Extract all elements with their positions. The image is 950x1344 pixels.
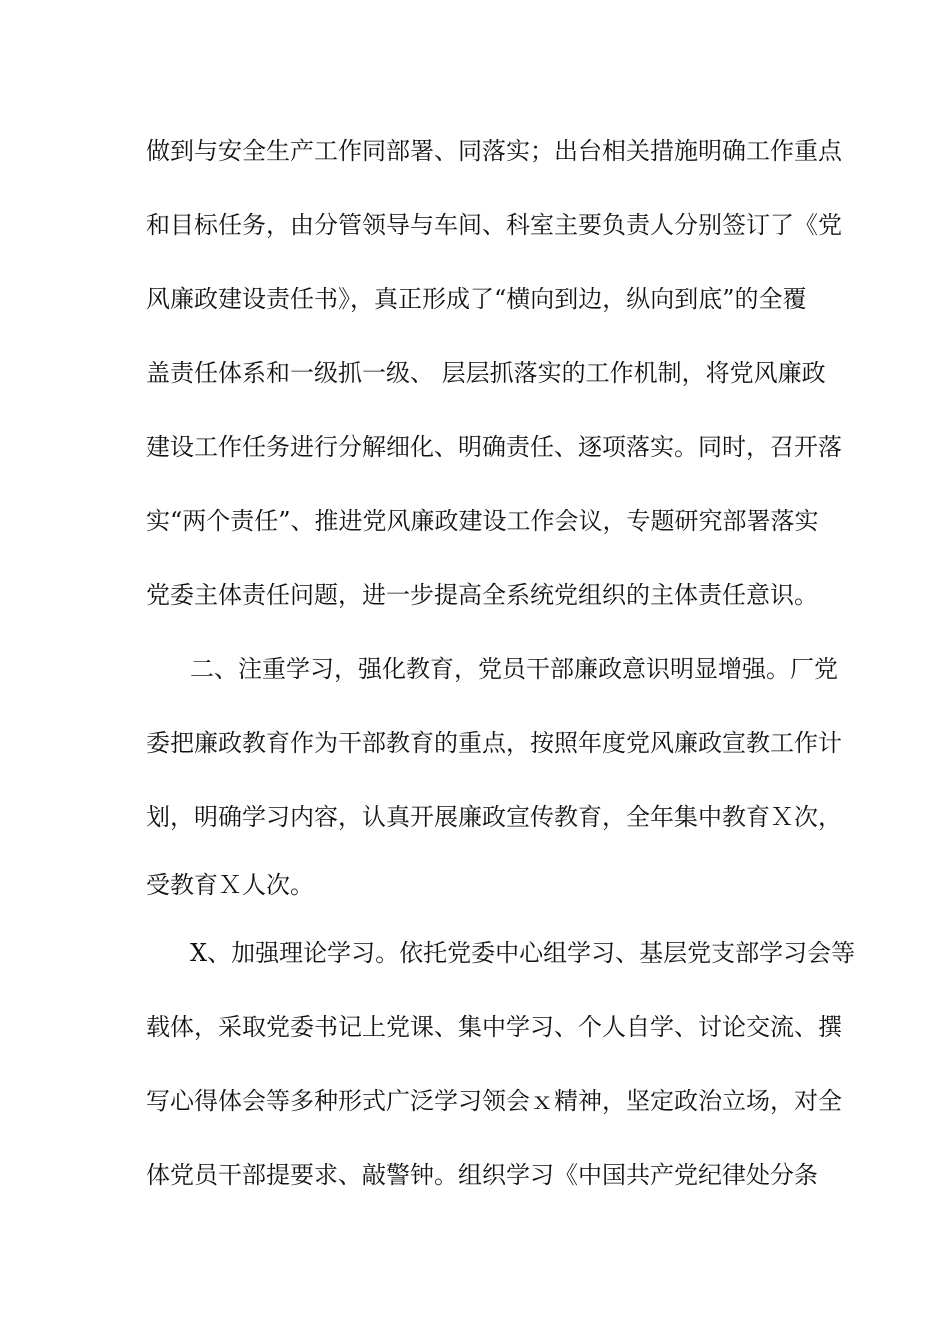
text-line: 载体，采取党委书记上党课、集中学习、个人自学、讨论交流、撰 bbox=[146, 1013, 842, 1041]
text-line: 受教育Ｘ人次。 bbox=[146, 871, 314, 899]
text-line: 写心得体会等多种形式广泛学习领会ｘ精神，坚定政治立场，对全 bbox=[146, 1087, 842, 1115]
paragraph-first-line: X、加强理论学习。依托党委中心组学习、基层党支部学习会等 bbox=[190, 939, 856, 967]
text-line: 划，明确学习内容，认真开展廉政宣传教育，全年集中教育Ｘ次， bbox=[146, 803, 842, 831]
text-line: 实“两个责任”、推进党风廉政建设工作会议，专题研究部署落实 bbox=[146, 507, 819, 535]
text-line: 做到与安全生产工作同部署、同落实；出台相关措施明确工作重点 bbox=[146, 137, 842, 165]
text-line: 党委主体责任问题，进一步提高全系统党组织的主体责任意识。 bbox=[146, 581, 818, 609]
text-line: 盖责任体系和一级抓一级、 层层抓落实的工作机制，将党风廉政 bbox=[146, 359, 826, 387]
text-line: 委把廉政教育作为干部教育的重点，按照年度党风廉政宣教工作计 bbox=[146, 729, 842, 757]
text-line: 风廉政建设责任书》，真正形成了“横向到边，纵向到底”的全覆 bbox=[146, 285, 807, 313]
text-line: 建设工作任务进行分解细化、明确责任、逐项落实。同时，召开落 bbox=[146, 433, 842, 461]
text-line: 体党员干部提要求、敲警钟。组织学习《中国共产党纪律处分条 bbox=[146, 1161, 818, 1189]
paragraph-first-line: 二、注重学习，强化教育，党员干部廉政意识明显增强。厂党 bbox=[190, 655, 838, 683]
text-line: 和目标任务，由分管领导与车间、科室主要负责人分别签订了《党 bbox=[146, 211, 842, 239]
